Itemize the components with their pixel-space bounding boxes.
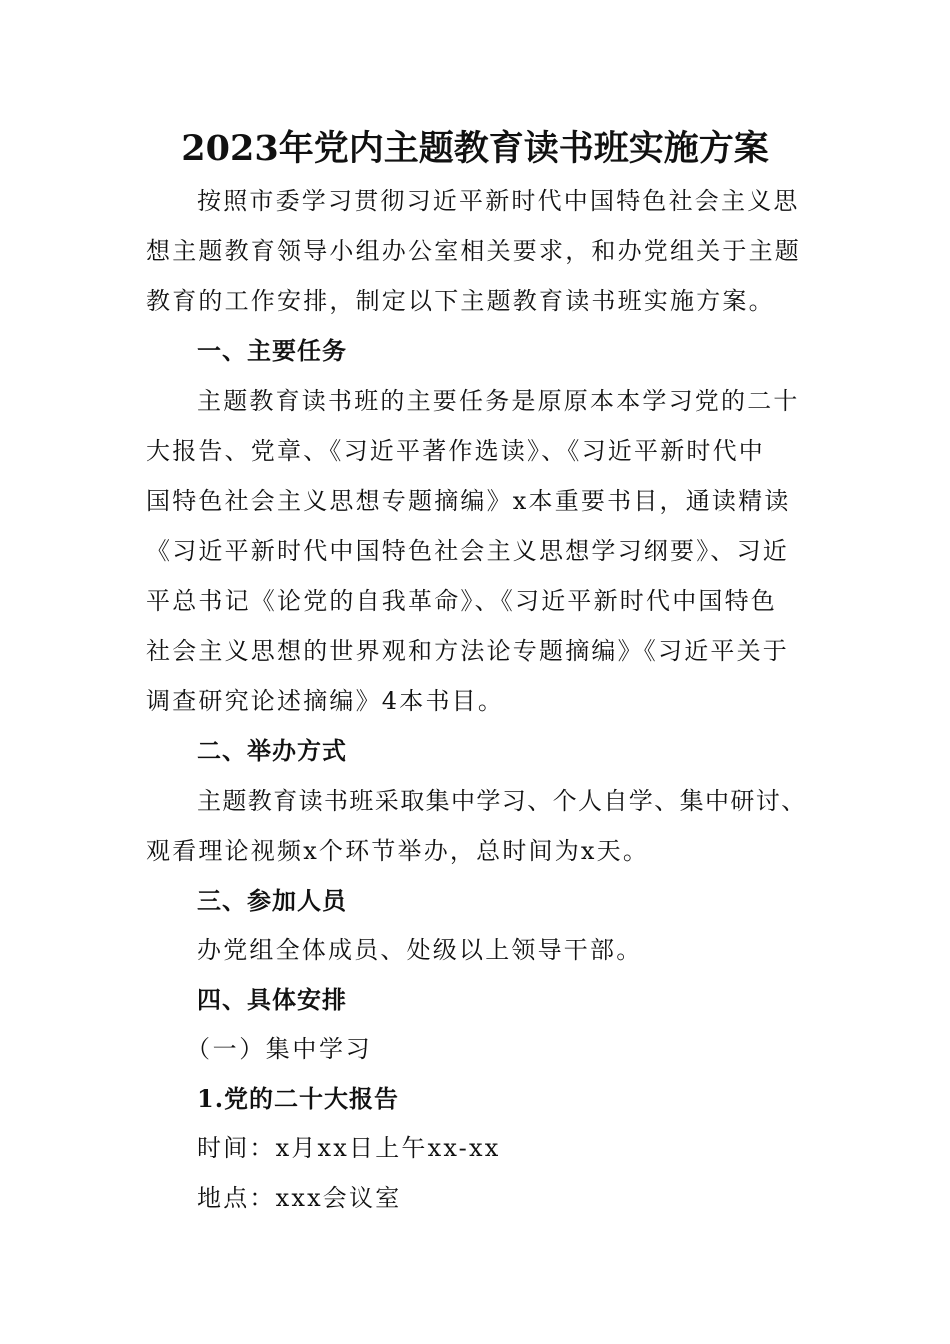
- subsection-heading-centralized-study: （一）集中学习: [186, 1035, 373, 1063]
- section1-line: 平总书记《论党的自我革命》、《习近平新时代中国特色: [146, 587, 777, 615]
- item-place: 地点：xxx会议室: [197, 1184, 402, 1212]
- section2-line: 观看理论视频x个环节举办，总时间为x天。: [146, 837, 650, 865]
- intro-line: 按照市委学习贯彻习近平新时代中国特色社会主义思: [197, 187, 800, 215]
- section1-line: 国特色社会主义思想专题摘编》x本重要书目，通读精读: [146, 487, 791, 515]
- document-title: 2023年党内主题教育读书班实施方案: [181, 128, 769, 169]
- section1-line: 《习近平新时代中国特色社会主义思想学习纲要》、习近: [146, 537, 789, 565]
- item-title: 1.党的二十大报告: [197, 1084, 400, 1113]
- section-heading-format: 二、举办方式: [197, 737, 347, 765]
- section1-line: 大报告、党章、《习近平著作选读》、《习近平新时代中: [146, 437, 765, 465]
- section-heading-arrangement: 四、具体安排: [197, 986, 347, 1014]
- section1-line: 主题教育读书班的主要任务是原原本本学习党的二十: [197, 387, 800, 415]
- intro-line: 想主题教育领导小组办公室相关要求，和办党组关于主题: [146, 237, 801, 265]
- intro-line: 教育的工作安排，制定以下主题教育读书班实施方案。: [146, 287, 775, 315]
- section-heading-main-tasks: 一、主要任务: [197, 337, 347, 365]
- section-heading-participants: 三、参加人员: [197, 887, 347, 915]
- item-time: 时间：x月xx日上午xx-xx: [197, 1134, 501, 1162]
- section2-line: 主题教育读书班采取集中学习、个人自学、集中研讨、: [197, 787, 807, 815]
- section1-line: 调查研究论述摘编》4本书目。: [146, 687, 505, 715]
- section1-line: 社会主义思想的世界观和方法论专题摘编》《习近平关于: [146, 637, 789, 665]
- section3-line: 办党组全体成员、处级以上领导干部。: [197, 936, 643, 964]
